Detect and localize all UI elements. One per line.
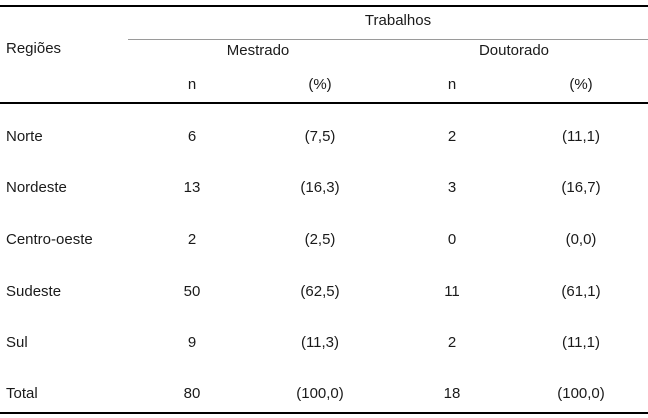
row-m-n: 6 — [187, 128, 197, 145]
col-header-m-n: n — [187, 76, 197, 93]
row-region: Total — [6, 385, 38, 402]
region-header: Regiões — [6, 40, 62, 57]
row-d-pct: (16,7) — [561, 179, 601, 196]
row-d-n: 18 — [443, 385, 461, 402]
row-m-pct: (62,5) — [300, 283, 340, 300]
row-d-n: 0 — [447, 231, 457, 248]
row-d-pct: (11,1) — [561, 334, 601, 351]
sub-header-doutorado: Doutorado — [478, 42, 550, 59]
row-m-n: 2 — [187, 231, 197, 248]
row-region: Nordeste — [6, 179, 67, 196]
row-region: Centro-oeste — [6, 231, 93, 248]
row-m-pct: (11,3) — [300, 334, 340, 351]
row-d-pct: (100,0) — [557, 385, 605, 402]
row-d-n: 2 — [447, 128, 457, 145]
header-bottom-rule — [0, 102, 648, 104]
row-d-pct: (61,1) — [561, 283, 601, 300]
row-m-n: 13 — [183, 179, 201, 196]
row-m-pct: (16,3) — [300, 179, 340, 196]
row-m-pct: (2,5) — [304, 231, 336, 248]
group-header: Trabalhos — [364, 12, 432, 29]
row-m-pct: (7,5) — [304, 128, 336, 145]
bottom-rule — [0, 412, 648, 414]
row-d-n: 3 — [447, 179, 457, 196]
row-d-n: 11 — [444, 283, 460, 300]
row-d-pct: (11,1) — [561, 128, 601, 145]
row-region: Sul — [6, 334, 28, 351]
row-m-n: 80 — [183, 385, 201, 402]
sub-header-mestrado: Mestrado — [226, 42, 290, 59]
top-rule — [0, 5, 648, 7]
row-m-n: 50 — [183, 283, 201, 300]
row-region: Sudeste — [6, 283, 62, 300]
col-header-d-pct: (%) — [569, 76, 593, 93]
group-underline — [128, 39, 648, 40]
col-header-m-pct: (%) — [308, 76, 332, 93]
row-d-pct: (0,0) — [565, 231, 597, 248]
row-m-pct: (100,0) — [296, 385, 344, 402]
col-header-d-n: n — [447, 76, 457, 93]
row-m-n: 9 — [187, 334, 197, 351]
row-region: Norte — [6, 128, 43, 145]
row-d-n: 2 — [447, 334, 457, 351]
